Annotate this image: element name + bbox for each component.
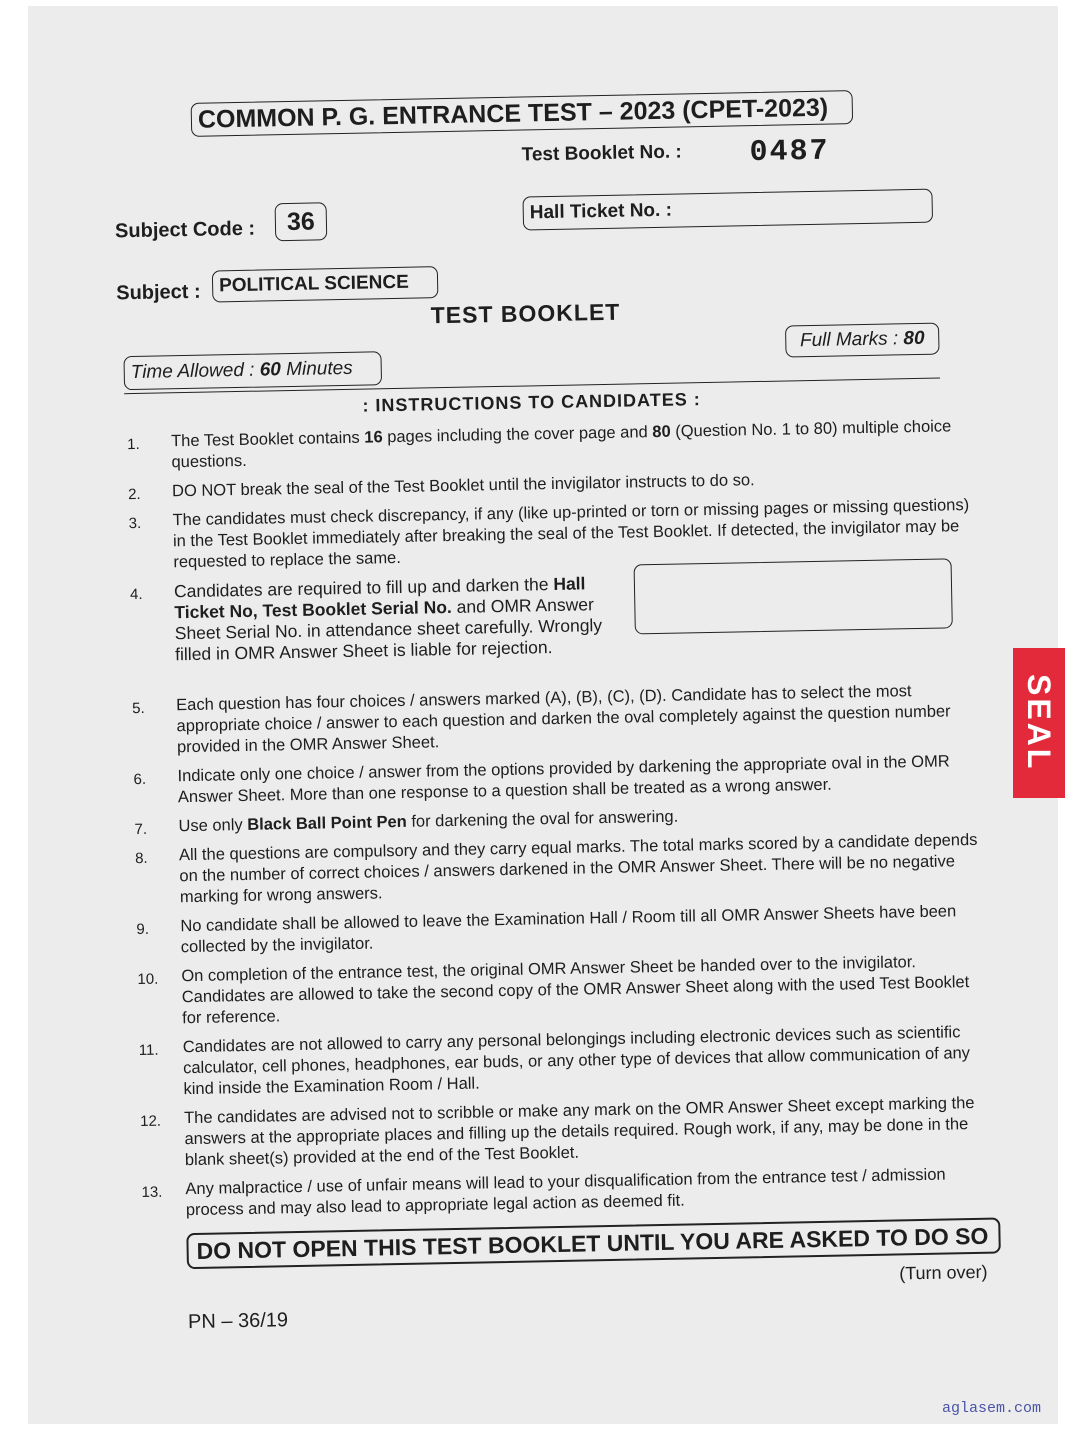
subject-box: POLITICAL SCIENCE — [212, 266, 439, 302]
instruction-text: Candidates are required to fill up and darken the — [173, 573, 554, 602]
subject-code-label: Subject Code : — [114, 217, 256, 243]
instruction-item — [124, 680, 985, 759]
instruction-item — [122, 573, 606, 688]
instruction-text: (Question No. 1 to 80) multiple choice questions. — [171, 417, 952, 472]
instruction-text: pages including the cover page and — [382, 423, 653, 447]
watermark-text: aglasem.com — [942, 1400, 1042, 1417]
instruction-number: 8. — [134, 849, 148, 868]
instruction-text: The Test Booklet contains — [170, 428, 365, 451]
time-allowed-unit: Minutes — [280, 357, 353, 381]
page-code: PN – 36/19 — [187, 1309, 289, 1334]
turn-over-note: (Turn over) — [899, 1261, 988, 1284]
instruction-number: 1. — [126, 435, 140, 454]
full-marks-value: 80 — [903, 327, 925, 350]
instruction-text: Candidates are not allowed to carry any personal belongings including electronic devices such as scientific calculator, cell phones, headphones, ear buds, or any other type of devices that allow communication of any kind inside the Examination Room / Hall. — [182, 1023, 971, 1099]
full-marks-box — [785, 323, 940, 358]
instruction-text: All the questions are compulsory and they carry equal marks. The total marks scored by a candidate depends on the number of correct choices / answers darkened in the OMR Answer Sheet. There will be no negative marking for wrong answers. — [178, 830, 978, 907]
instruction-text: DO NOT break the seal of the Test Booklet until the invigilator instructs to do so. — [171, 471, 755, 501]
instruction-number: 12. — [139, 1112, 162, 1131]
instruction-text: Each question has four choices / answers marked (A), (B), (C), (D). Candidate has to select the most appropriate choice / answer to each question and darken the oval completely against the question number provided in the OMR Answer Sheet. — [175, 682, 951, 757]
time-allowed-value: 60 — [259, 359, 282, 381]
instruction-number: 4. — [129, 585, 143, 604]
instruction-number: 2. — [127, 485, 141, 504]
instructions-heading: : INSTRUCTIONS TO CANDIDATES : — [362, 389, 701, 416]
instructions-list — [119, 416, 994, 1230]
instruction-bold: 16 — [364, 428, 383, 447]
instruction-bold: Hall Ticket No, Test Booklet Serial No. — [174, 573, 586, 623]
instruction-item — [125, 751, 986, 810]
instruction-item — [132, 1093, 993, 1172]
instruction-item — [127, 830, 988, 909]
instruction-text: Indicate only one choice / answer from the options provided by darkening the appropriate oval in the OMR Answer Sheet. More than one response to a question shall be treated as a wrong answer. — [177, 752, 950, 807]
instruction-text: On completion of the entrance test, the original OMR Answer Sheet be handed over to the invigilator. Candidates are allowed to take the second copy of the OMR Answer Sheet along with the used Test Booklet for reference. — [181, 953, 970, 1028]
instruction-text: Any malpractice / use of unfair means will lead to your disqualification from the entrance test / admission process and may also lead to appropriate legal action as deemed fit. — [185, 1165, 946, 1220]
instruction-text: No candidate shall be allowed to leave the Examination Hall / Room till all OMR Answer Sheets have been collected by the invigilator. — [180, 902, 957, 957]
subject-label: Subject : — [116, 280, 201, 305]
instruction-item — [131, 1022, 992, 1101]
hall-ticket-field: Hall Ticket No. : — [522, 189, 933, 231]
exam-title: COMMON P. G. ENTRANCE TEST – 2023 (CPET-2023) — [191, 90, 854, 137]
instruction-text: and OMR Answer Sheet Serial No. in attendance sheet carefully. Wrongly filled in OMR Answer Sheet is liable for rejection. — [174, 594, 603, 665]
subject-code-box: 36 — [275, 202, 328, 241]
instruction-number: 10. — [137, 970, 159, 989]
instruction-number: 11. — [138, 1041, 159, 1060]
test-booklet-number: 0487 — [749, 134, 830, 171]
test-booklet-number-label: Test Booklet No. : — [521, 141, 682, 166]
instruction-bold: Black Ball Point Pen — [247, 812, 407, 834]
instruction-text: The candidates are advised not to scribble or make any mark on the OMR Answer Sheet except marking the answers at the appropriate places and filling up the details required. Rough work, if any, may be done in the blank sheet(s) provided at the end of the Test Booklet. — [183, 1094, 975, 1170]
instruction-number: 7. — [134, 820, 148, 839]
instruction-number: 6. — [133, 770, 147, 789]
instruction-number: 9. — [136, 920, 150, 939]
instruction-item — [128, 901, 989, 960]
instruction-item — [119, 416, 980, 475]
instruction-number: 3. — [128, 514, 142, 533]
instruction-item — [120, 495, 981, 574]
instruction-text: Use only — [178, 815, 248, 836]
instruction-item — [133, 1164, 994, 1223]
seal-sticker: SEAL — [1013, 648, 1065, 798]
full-marks-label: Full Marks : — [799, 328, 904, 352]
instruction-number: 13. — [141, 1183, 163, 1202]
booklet-heading: TEST BOOKLET — [430, 298, 621, 329]
booklet-cover — [112, 50, 996, 1336]
do-not-open-banner: DO NOT OPEN THIS TEST BOOKLET UNTIL YOU ARE ASKED TO DO SO — [186, 1218, 1001, 1270]
scanned-page — [28, 6, 1058, 1424]
time-allowed-label: Time Allowed : — [130, 359, 260, 384]
instruction-item — [129, 951, 990, 1030]
time-allowed-box — [123, 351, 382, 390]
instruction-text: for darkening the oval for answering. — [406, 807, 679, 831]
instruction-number: 5. — [132, 699, 145, 718]
instruction-bold: 80 — [652, 422, 671, 442]
instruction-text: The candidates must check discrepancy, if any (like up-printed or torn or missing pages or missing questions) in the Test Booklet immediately after breaking the seal of the Test Booklet. If detected, the invigilator may be requested to replace the same. — [172, 495, 970, 572]
